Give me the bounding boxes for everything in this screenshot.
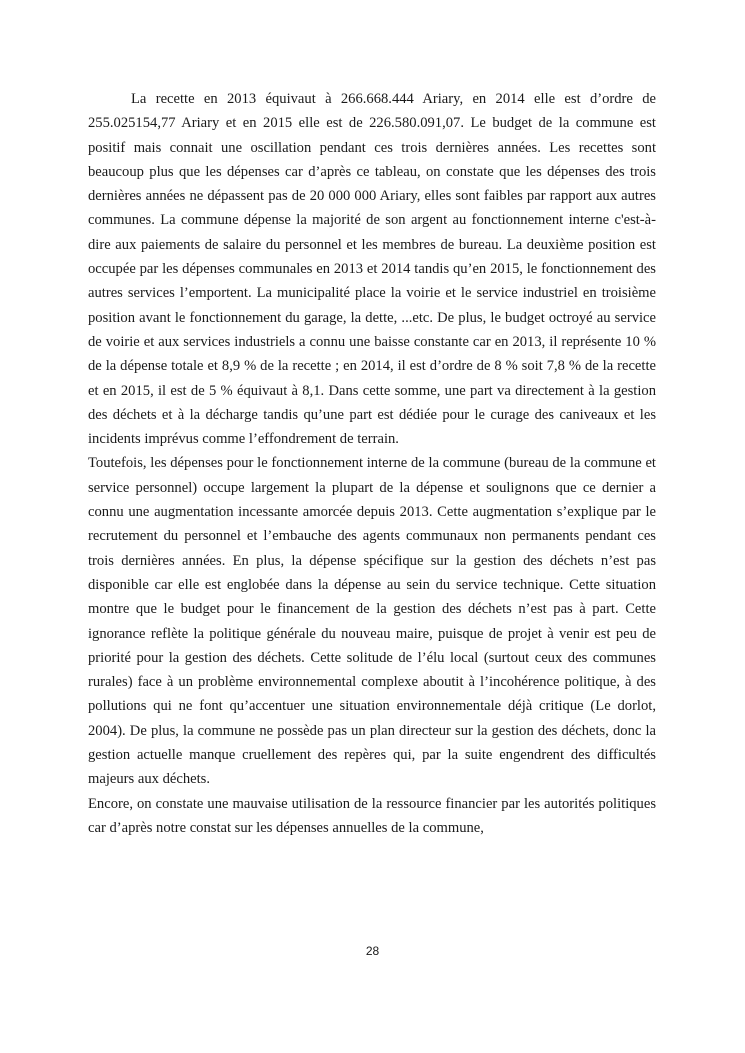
paragraph-mauvaise-utilisation: Encore, on constate une mauvaise utilisation de la ressource financier par les autorités politiques car d’après notre constat sur les dépenses annuelles de la commune, [88,795,656,836]
paragraph-recettes: La recette en 2013 équivaut à 266.668.444 Ariary, en 2014 elle est d’ordre de 255.025154,77 Ariary et en 2015 elle est de 226.580.091,07. Le budget de la commune est positif mais connait une oscillation pendant ces trois dernières années. Les recettes sont beaucoup plus que les dépenses car d’après ce tableau, on constate que les dépenses des trois dernières années ne dépassent pas de 20 000 000 Ariary, elles sont faibles par rapport aux autres communes. La commune dépense la majorité de son argent au fonctionnement interne c'est-à-dire aux paiements de salaire du personnel et les membres de bureau. La deuxième position est occupée par les dépenses communales en 2013 et 2014 tandis qu’en 2015, le fonctionnement des autres services l’emportent. La municipalité place la voirie et le service industriel en troisième position avant le fonctionnement du garage, la dette, ...etc. De plus, le budget octroyé au service de voirie et aux services industriels a connu une baisse constante car en 2013, il représente 10 % de la dépense totale et 8,9 % de la recette ; en 2014, il est d’ordre de 8 % soit 7,8 % de la recette et en 2015, il est de 5 % équivaut à 8,1. Dans cette somme, une part va directement à la gestion des déchets et à la décharge tandis qu’une part est dédiée pour le curage des caniveaux et les incidents imprévus comme l’effondrement de terrain. [88,91,656,448]
body-text [88,87,656,840]
paragraph-depenses-fonctionnement: Toutefois, les dépenses pour le fonctionnement interne de la commune (bureau de la commune et service personnel) occupe largement la plupart de la dépense et soulignons que ce dernier a connu une augmentation incessante amorcée depuis 2013. Cette augmentation s’explique par le recrutement du personnel et l’embauche des agents communaux non permanents pendant ces trois dernières années. En plus, la dépense spécifique sur la gestion des déchets n’est pas disponible car elle est englobée dans la dépense au sein du service technique. Cette situation montre que le budget pour le financement de la gestion des déchets n’est pas à part. Cette ignorance reflète la politique générale du nouveau maire, puisque de projet à venir est peu de priorité pour la gestion des déchets. Cette solitude de l’élu local (surtout ceux des communes rurales) face à un problème environnemental complexe aboutit à l’incohérence politique, à des pollutions qui ne font qu’accentuer une situation environnementale déjà critique (Le dorlot, 2004). De plus, la commune ne possède pas un plan directeur sur la gestion des déchets, donc la gestion actuelle manque cruellement des repères qui, par la suite engendrent des difficultés majeurs aux déchets. [88,455,656,788]
page-number: 28 [365,944,380,958]
